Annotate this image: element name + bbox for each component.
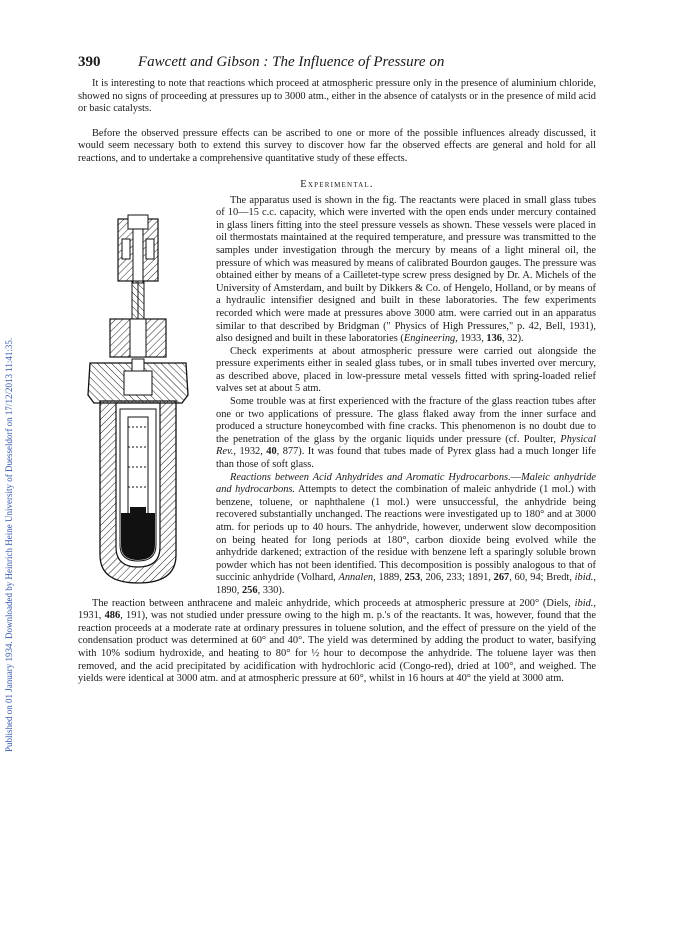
- paragraph-check-experiments: Check experiments at about atmospheric pressure were carried out alongside the pressure experiments either in sealed glass tubes, or in small tubes inverted over mercury, as described above, placed in low-pressure metal vessels fitted with spring-loaded relief valves set at about 5 atm.: [216, 345, 596, 395]
- reactions-subheading: Maleic anhydride and hydrocarbons.: [216, 471, 596, 496]
- apparatus-volume: 136: [486, 333, 502, 345]
- reactions-text-4: , 60, 94; Bredt,: [509, 572, 575, 584]
- trouble-journal: Physical Rev.: [216, 433, 596, 458]
- trouble-end: , 877). It was found that tubes made of Pyrex glass had a much longer life than those of soft glass.: [216, 446, 596, 471]
- reactions-ibid: ibid.: [574, 572, 594, 584]
- paragraph-aluminium-chloride: It is interesting to note that reactions which proceed at atmospheric pressure only in the presence of aluminium chloride, showed no signs of proceeding at pressures up to 3000 atm., either in the absence of catalysts or in the presence of mild acid or basic catalysts.: [78, 78, 596, 115]
- trouble-text: Some trouble was at first experienced with the fracture of the glass reaction tubes after one or two applications of pressure. The glass flaked away from the inner surface and produced a structure honeycombed with fine cracks. This phenomenon is no doubt due to the penetration of the glass by the organic liquids under pressure (cf. Poulter,: [216, 396, 596, 445]
- paragraph-anthracene: [78, 598, 596, 686]
- reactions-text-3: , 206, 233; 1891,: [420, 572, 494, 584]
- paragraph-pressure-effects: Before the observed pressure effects can be ascribed to one or more of the possible influences already discussed, it would seem necessary both to extend this survey to discover how far the observed effects are general and hold for all reactions, and to undertake a comprehensive quantitative study of these effects.: [78, 127, 596, 164]
- apparatus-text: The apparatus used is shown in the fig. The reactants were placed in small glass tubes of 10—15 c.c. capacity, which were inverted with the open ends under mercury contained in glass liners fitting into the steel pressure vessels as shown. These vessels were placed in oil thermostats maintained at the required temperature, and pressure was transmitted to the samples under investigation through the mercury by means of a light mineral oil, the pressure of which was measured by means of calibrated Bourdon gauges. The pressure was obtained either by means of a Cailletet-type screw press designed by Dr. A. Michels of the University of Amsterdam, and built by Dikkers & Co. of Hengelo, Holland, or by means of a hydraulic intensifier designed and built in these laboratories. The few experiments recorded which were made at pressures above 3000 atm. were carried out in an apparatus similar to that described by Bridgman (" Physics of High Pressures," p. 42, Bell, 1931), also designed and built in these laboratories (: [216, 194, 596, 345]
- final-volume: 486: [104, 610, 121, 622]
- reactions-text-6: , 330).: [257, 584, 285, 596]
- trouble-mid: , 1932,: [233, 446, 267, 458]
- final-ibid: ibid.: [574, 597, 594, 609]
- page-number: 390: [78, 54, 101, 70]
- reactions-heading: Reactions between Acid Anhydrides and Aromatic Hydrocarbons.: [230, 471, 511, 483]
- reactions-dash: —: [510, 471, 522, 483]
- final-text-3: , 191), was not studied under pressure owing to the high m. p.'s of the reactants. It was, however, found that the reaction proceeds at a moderate rate at ordinary pressures in toluene solution, and the effect of pressure on the yield of the condensation product was determined at 60° and 40°. The yield was determined by adding the product to water, basifying with 10% sodium hydroxide, and heating to 80° for ½ hour to decompose the anhydride. The toluene layer was then removed, and the acid precipitated by acidification with hydrochloric acid (Congo-red), dried at 100°, and weighed. The yields were identical at 3000 atm. and at atmospheric pressure at 60°, whilst in 16 hours at 40° the yield at 3000 atm.: [78, 610, 596, 685]
- page-header: [78, 54, 596, 78]
- reactions-text: Attempts to detect the combination of maleic anhydride (1 mol.) with benzene, toluene, or naphthalene (1 mol.) were unsuccessful, the anhydride being recovered substantially unchanged. The reactions were investigated up to 180° and at 3000 atm. for periods up to 40 hours. The anhydride, however, underwent slow decomposition on being heated for long periods at 180°, carbon dioxide being evolved while the anhydride darkened; extraction of the residue with benzene left a sparingly soluble brown powder which has not been identified. This decomposition is possibly analogous to that of succinic anhydride (Volhard,: [216, 484, 596, 584]
- pressure-vessel-figure: [70, 195, 210, 587]
- reactions-text-5: , 1890,: [216, 572, 597, 596]
- apparatus-mid: , 1933,: [455, 333, 487, 345]
- final-text: The reaction between anthracene and maleic anhydride, which proceeds at atmospheric pressure at 200° (Diels,: [92, 597, 575, 609]
- reactions-volume-3: 256: [241, 584, 258, 596]
- pressure-vessel-drawing: [70, 195, 210, 587]
- reactions-journal: Annalen: [338, 572, 374, 584]
- page: [78, 54, 596, 686]
- running-head: Fawcett and Gibson : The Influence of Pressure on: [138, 54, 445, 70]
- trouble-volume: 40: [266, 446, 277, 458]
- apparatus-end: , 32).: [502, 333, 524, 345]
- reactions-text-2: , 1889,: [373, 572, 405, 584]
- reactions-volume-2: 267: [493, 572, 510, 584]
- download-watermark-text: Published on 01 January 1934. Downloaded by Heinrich Heine University of Duesseldorf on 17/12/2013 11:41:35.: [4, 337, 14, 752]
- apparatus-journal: Engineering: [403, 333, 456, 345]
- section-title-experimental: Experimental.: [300, 178, 374, 190]
- download-watermark: [4, 112, 16, 752]
- final-text-2: , 1931,: [78, 597, 596, 622]
- reactions-volume-1: 253: [404, 572, 421, 584]
